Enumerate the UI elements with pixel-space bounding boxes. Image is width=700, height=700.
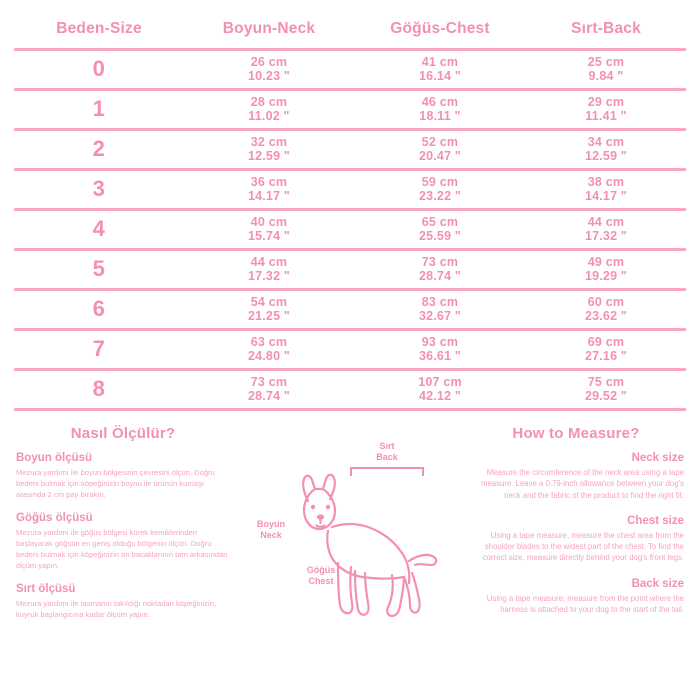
cell-back-cm: 25 cm bbox=[587, 55, 625, 69]
cell-chest-cm: 52 cm bbox=[421, 135, 459, 149]
table-header bbox=[14, 12, 686, 50]
cell-chest-in: 42.12 " bbox=[418, 389, 462, 403]
cell-size: 7 bbox=[14, 330, 184, 370]
cell-chest bbox=[354, 330, 526, 370]
label-neck-line2: Neck bbox=[260, 529, 282, 540]
cell-back-in: 17.32 " bbox=[584, 229, 628, 243]
cell-chest bbox=[354, 90, 526, 130]
table-header-row bbox=[14, 12, 686, 50]
label-back-line1: Sırt bbox=[379, 441, 395, 451]
cell-back-in: 29.52 " bbox=[584, 389, 628, 403]
cell-neck-in: 17.32 " bbox=[247, 269, 291, 283]
cell-chest-in: 18.11 " bbox=[419, 109, 461, 123]
cell-chest-cm: 73 cm bbox=[421, 255, 459, 269]
cell-neck bbox=[184, 290, 354, 330]
cell-chest-cm: 41 cm bbox=[421, 55, 459, 69]
label-back-line2: Back bbox=[376, 451, 398, 462]
cell-neck-in: 24.80 " bbox=[247, 349, 291, 363]
back-bracket-line bbox=[350, 467, 424, 469]
cell-neck bbox=[184, 330, 354, 370]
text-back-en: Using a tape measure, measure from the point where the harness is attached to your dog to the start of the tail. bbox=[486, 593, 684, 615]
table-row bbox=[14, 90, 686, 130]
cell-neck-in: 21.25 " bbox=[247, 309, 291, 323]
cell-chest bbox=[354, 290, 526, 330]
cell-neck bbox=[184, 90, 354, 130]
cell-chest-in: 32.67 " bbox=[418, 309, 462, 323]
cell-back-cm: 69 cm bbox=[587, 335, 625, 349]
block-chest-en bbox=[466, 515, 686, 564]
heading-neck-en: Neck size bbox=[631, 452, 684, 464]
cell-neck-cm: 54 cm bbox=[250, 295, 288, 309]
cell-neck-cm: 26 cm bbox=[250, 55, 288, 69]
cell-neck bbox=[184, 250, 354, 290]
cell-neck-in: 11.02 " bbox=[248, 109, 290, 123]
cell-chest-in: 25.59 " bbox=[418, 229, 462, 243]
cell-neck bbox=[184, 170, 354, 210]
size-table bbox=[14, 12, 686, 411]
cell-back bbox=[526, 170, 686, 210]
cell-back-cm: 75 cm bbox=[587, 375, 625, 389]
text-neck-tr: Mezura yardımı ile boyun bölgesinin çevresini ölçün. Doğru bedeni bulmak için köpeğinizin boynu ile ürünün kumaşı arasında 2 cm pay bırakın. bbox=[16, 468, 215, 499]
cell-chest-cm: 46 cm bbox=[421, 95, 459, 109]
table-row bbox=[14, 50, 686, 90]
cell-size: 1 bbox=[14, 90, 184, 130]
cell-size: 4 bbox=[14, 210, 184, 250]
cell-chest bbox=[354, 50, 526, 90]
table-body bbox=[14, 50, 686, 410]
cell-chest-cm: 107 cm bbox=[418, 375, 462, 389]
table-row bbox=[14, 130, 686, 170]
table-row bbox=[14, 370, 686, 410]
cell-back-in: 23.62 " bbox=[584, 309, 628, 323]
cell-back bbox=[526, 50, 686, 90]
cell-neck-cm: 32 cm bbox=[250, 135, 288, 149]
label-neck bbox=[240, 519, 302, 541]
cell-neck-cm: 73 cm bbox=[250, 375, 288, 389]
block-neck-en bbox=[466, 452, 686, 501]
cell-chest-cm: 59 cm bbox=[421, 175, 459, 189]
cell-neck-in: 28.74 " bbox=[247, 389, 291, 403]
cell-back-in: 12.59 " bbox=[584, 149, 628, 163]
cell-chest bbox=[354, 170, 526, 210]
cell-neck-cm: 28 cm bbox=[250, 95, 288, 109]
cell-back bbox=[526, 370, 686, 410]
cell-neck bbox=[184, 50, 354, 90]
cell-chest-cm: 93 cm bbox=[421, 335, 459, 349]
cell-size: 6 bbox=[14, 290, 184, 330]
cell-back bbox=[526, 130, 686, 170]
cell-back-in: 9.84 " bbox=[588, 69, 624, 83]
cell-neck-cm: 63 cm bbox=[250, 335, 288, 349]
label-chest-line2: Chest bbox=[308, 575, 334, 586]
cell-chest bbox=[354, 210, 526, 250]
label-chest bbox=[290, 565, 352, 587]
cell-neck bbox=[184, 370, 354, 410]
cell-neck-cm: 40 cm bbox=[250, 215, 288, 229]
label-back bbox=[357, 441, 417, 463]
cell-size: 0 bbox=[14, 50, 184, 90]
cell-back-in: 27.16 " bbox=[584, 349, 628, 363]
cell-size: 2 bbox=[14, 130, 184, 170]
cell-neck-in: 15.74 " bbox=[247, 229, 291, 243]
heading-neck-tr: Boyun ölçüsü bbox=[16, 452, 93, 464]
table-row bbox=[14, 170, 686, 210]
dog-diagram-wrap bbox=[242, 443, 458, 663]
cell-size: 8 bbox=[14, 370, 184, 410]
cell-neck-cm: 36 cm bbox=[250, 175, 288, 189]
cell-chest-in: 28.74 " bbox=[418, 269, 462, 283]
cell-neck-cm: 44 cm bbox=[250, 255, 288, 269]
cell-size: 3 bbox=[14, 170, 184, 210]
text-chest-tr: Mezura yardımı ile göğüs bölgesi kürek kemiklerinden başlayarak göğsün en geniş olduğu bölgenin ölçün. Doğru bedeni bulmak için köpeğinizin ön bacaklarının tam arkasından ölçüm yapın. bbox=[16, 528, 228, 570]
cell-chest-in: 16.14 " bbox=[418, 69, 462, 83]
column-header-size: Beden-Size bbox=[14, 12, 184, 50]
cell-chest-cm: 65 cm bbox=[421, 215, 459, 229]
cell-back-cm: 38 cm bbox=[587, 175, 625, 189]
cell-chest-in: 23.22 " bbox=[418, 189, 462, 203]
instructions-section bbox=[14, 425, 686, 663]
cell-chest-in: 20.47 " bbox=[418, 149, 462, 163]
table-row bbox=[14, 290, 686, 330]
cell-back bbox=[526, 210, 686, 250]
back-bracket-tick-right bbox=[422, 467, 424, 476]
heading-chest-en: Chest size bbox=[627, 514, 684, 527]
column-header-neck: Boyun-Neck bbox=[184, 12, 354, 50]
cell-neck bbox=[184, 210, 354, 250]
column-header-chest: Göğüs-Chest bbox=[354, 12, 526, 50]
back-bracket-tick-left bbox=[350, 467, 352, 476]
heading-chest-tr: Göğüs ölçüsü bbox=[16, 512, 93, 524]
text-back-tr: Mezura yardımı ile tasmanın takıldığı noktadan köpeğinizin, kuyruk başlangıcına kadar ölçüm yapın. bbox=[16, 599, 217, 619]
instructions-english bbox=[458, 425, 686, 663]
cell-back-cm: 49 cm bbox=[587, 255, 625, 269]
cell-chest bbox=[354, 370, 526, 410]
cell-chest bbox=[354, 130, 526, 170]
column-header-back: Sırt-Back bbox=[526, 12, 686, 50]
block-back-en bbox=[466, 578, 686, 616]
cell-back-cm: 29 cm bbox=[587, 95, 625, 109]
cell-back-in: 11.41 " bbox=[585, 109, 627, 123]
cell-back-cm: 60 cm bbox=[587, 295, 625, 309]
cell-back bbox=[526, 290, 686, 330]
table-row bbox=[14, 330, 686, 370]
label-neck-line1: Boyun bbox=[257, 519, 285, 529]
cell-neck-in: 10.23 " bbox=[247, 69, 291, 83]
instructions-turkish bbox=[14, 425, 242, 663]
cell-back bbox=[526, 90, 686, 130]
heading-back-en: Back size bbox=[631, 577, 684, 590]
cell-neck bbox=[184, 130, 354, 170]
cell-back-in: 19.29 " bbox=[584, 269, 628, 283]
cell-chest-in: 36.61 " bbox=[418, 349, 462, 363]
cell-size: 5 bbox=[14, 250, 184, 290]
dog-outline-icon bbox=[252, 449, 448, 639]
cell-back-in: 14.17 " bbox=[584, 189, 628, 203]
label-chest-line1: Göğüs bbox=[306, 565, 336, 575]
table-row bbox=[14, 250, 686, 290]
cell-back bbox=[526, 250, 686, 290]
section-title-turkish: Nasıl Ölçülür? bbox=[70, 425, 176, 442]
cell-back-cm: 34 cm bbox=[587, 135, 625, 149]
measurement-diagram bbox=[242, 425, 458, 663]
cell-neck-in: 14.17 " bbox=[247, 189, 291, 203]
cell-back bbox=[526, 330, 686, 370]
text-chest-en: Using a tape measure, measure the chest area from the shoulder blades to the widest part of the chest. To find the correct size, measure directly behind your dog's front legs. bbox=[482, 530, 684, 563]
table-row bbox=[14, 210, 686, 250]
heading-back-tr: Sırt ölçüsü bbox=[16, 583, 76, 595]
cell-back-cm: 44 cm bbox=[587, 215, 625, 229]
text-neck-en: Measure the circumference of the neck area using a tape measure. Leave a 0.79-inch allowance between your dog's neck and the fabric of the product to find the right fit. bbox=[480, 468, 684, 500]
cell-chest bbox=[354, 250, 526, 290]
section-title-english: How to Measure? bbox=[512, 425, 640, 442]
cell-neck-in: 12.59 " bbox=[247, 149, 291, 163]
cell-chest-cm: 83 cm bbox=[421, 295, 459, 309]
